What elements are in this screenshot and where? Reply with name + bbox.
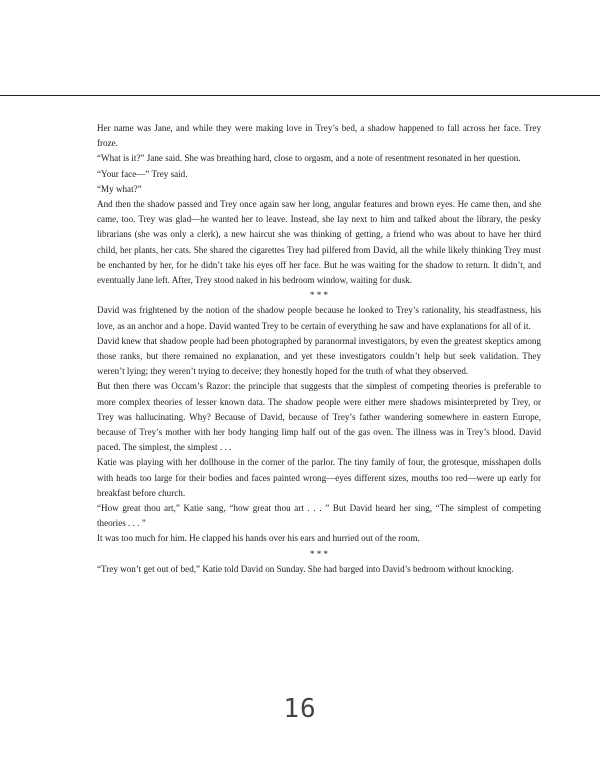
paragraph: It was too much for him. He clapped his hands over his ears and hurried out of the room.: [97, 533, 420, 544]
paragraph: “How great thou art,” Katie sang, “how great thou art . . . ” But David heard her sing, “The simplest of competing theories . . . ”: [97, 503, 541, 529]
paragraph: “Trey won’t get out of bed,” Katie told David on Sunday. She had barged into David’s bedroom without knocking.: [97, 563, 514, 574]
paragraph: “My what?”: [97, 183, 142, 194]
paragraph: And then the shadow passed and Trey once again saw her long, angular features and brown eyes. He came then, and she came, too. Trey was glad—he wanted her to leave. Instead, she lay next to him and talked about the library, the pesky librarians (she was only a clerk), a new haircut she was thinking of getting, a friend who was about to have her third child, her plants, her cats. She shared the cigarettes Trey had pilfered from David, all the while likely thinking Trey must be enchanted by her, for he didn’t take his eyes off her face. But he was waiting for the shadow to return. It didn’t, and eventually Jane left. After, Trey stood naked in his bedroom window, waiting for dusk.: [97, 199, 541, 286]
paragraph: Katie was playing with her dollhouse in the corner of the parlor. The tiny family of four, the grotesque, misshapen dolls with heads too large for their bodies and faces painted wrong—eyes different sizes, mouths too red—were up early for breakfast before church.: [97, 457, 541, 498]
page-number: 16: [283, 694, 317, 724]
body-text: [97, 121, 541, 577]
paragraph: “What is it?” Jane said. She was breathing hard, close to orgasm, and a note of resentment resonated in her question.: [97, 153, 521, 164]
paragraph: David was frightened by the notion of the shadow people because he looked to Trey’s rationality, his steadfastness, his love, as an anchor and a hope. David wanted Trey to be certain of everything he saw and have explanations for all of it.: [97, 305, 541, 331]
paragraph: David knew that shadow people had been photographed by paranormal investigators, by even the greatest skeptics among those ranks, but there remained no explanation, and yet these investigators couldn’t help but seek validation. They weren’t lying; they weren’t trying to deceive; they honestly hoped for the truth of what they observed.: [97, 335, 541, 377]
section-separator: * * *: [309, 290, 329, 301]
paragraph: But then there was Occam’s Razor: the principle that suggests that the simplest of competing theories is preferable to more complex theories of lesser known data. The shadow people were either mere shadows misinterpreted by Trey, or Trey was hallucinating. Why? Because of David, because of Trey’s father wandering somewhere in eastern Europe, because of Trey’s mother with her body hanging limp half out of the gas oven. The illness was in Trey’s blood. David paced. The simplest, the simplest . . .: [97, 381, 541, 453]
paragraph: “Your face—” Trey said.: [97, 168, 188, 179]
header-rule: [0, 95, 600, 96]
paragraph: Her name was Jane, and while they were making love in Trey’s bed, a shadow happened to fall across her face. Trey froze.: [97, 123, 541, 149]
section-separator: * * *: [309, 548, 329, 559]
